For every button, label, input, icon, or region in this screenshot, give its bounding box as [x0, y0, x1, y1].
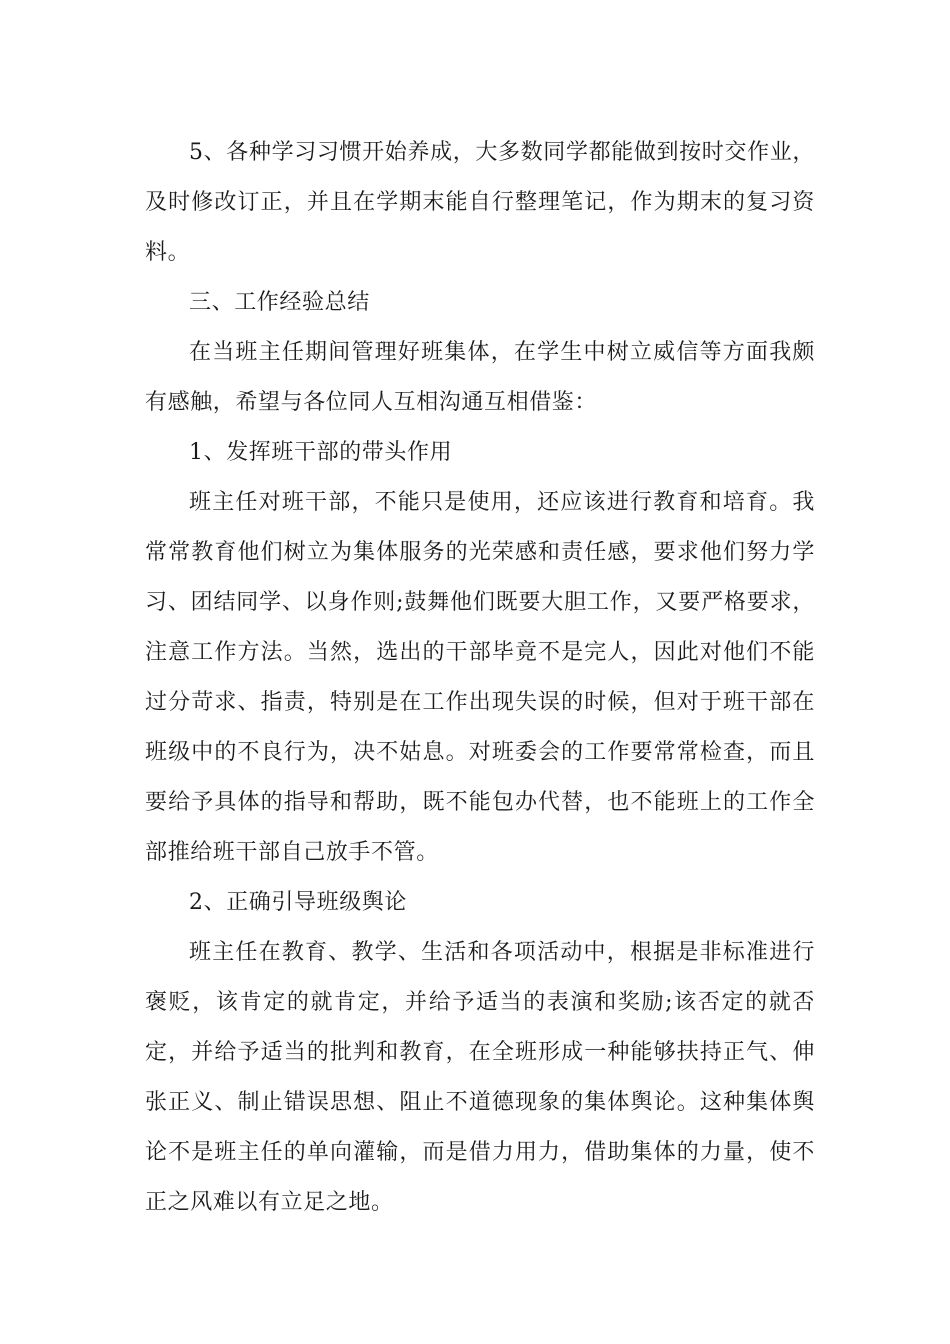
- paragraph-public-opinion: 班主任在教育、教学、生活和各项活动中，根据是非标准进行褒贬，该肯定的就肯定，并给予适当的表演和奖励;该否定的就否定，并给予适当的批判和教育，在全班形成一种能够扶持正气、伸张正义、制止错误思想、阻止不道德现象的集体舆论。这种集体舆论不是班主任的单向灌输，而是借力用力，借助集体的力量，使不正之风难以有立足之地。: [145, 940, 815, 1215]
- paragraph-intro: 在当班主任期间管理好班集体，在学生中树立威信等方面我颇有感触，希望与各位同人互相沟通互相借鉴：: [145, 340, 815, 415]
- paragraph-habits: 5、各种学习习惯开始养成，大多数同学都能做到按时交作业，及时修改订正，并且在学期末能自行整理笔记，作为期末的复习资料。: [145, 140, 815, 265]
- subheading-class-leaders: 1、发挥班干部的带头作用: [189, 440, 453, 465]
- subheading-public-opinion: 2、正确引导班级舆论: [189, 890, 407, 915]
- section-heading-experience: 三、工作经验总结: [189, 290, 370, 315]
- paragraph-class-leaders: 班主任对班干部，不能只是使用，还应该进行教育和培育。我常常教育他们树立为集体服务的光荣感和责任感，要求他们努力学习、团结同学、以身作则;鼓舞他们既要大胆工作，又要严格要求，注意工作方法。当然，选出的干部毕竟不是完人，因此对他们不能过分苛求、指责，特别是在工作出现失误的时候，但对于班干部在班级中的不良行为，决不姑息。对班委会的工作要常常检查，而且要给予具体的指导和帮助，既不能包办代替，也不能班上的工作全部推给班干部自己放手不管。: [145, 490, 815, 865]
- document-body: [145, 128, 815, 1228]
